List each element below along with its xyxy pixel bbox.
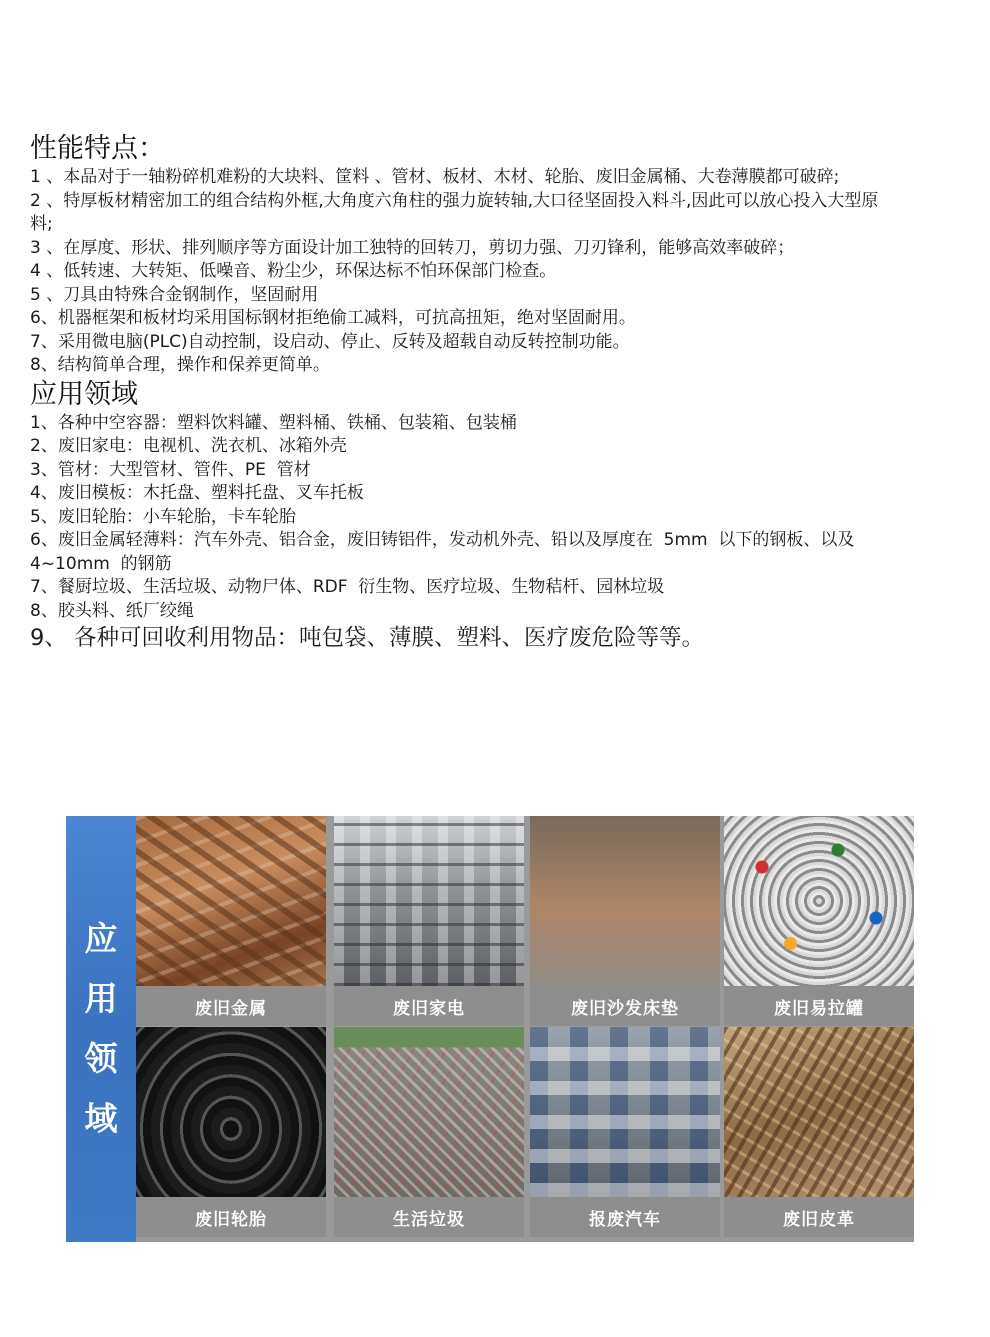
feature-item: 8、结构简单合理，操作和保养更简单。	[30, 355, 330, 375]
side-char: 领	[84, 1039, 118, 1078]
feature-item: 1 、本品对于一轴粉碎机难粉的大块料、筐料 、管材、板材、木材、轮胎、废旧金属桶、大卷薄膜都可破碎;	[30, 167, 840, 187]
tile-caption: 废旧皮革	[724, 1197, 914, 1237]
application-item: 7、餐厨垃圾、生活垃圾、动物尸体、RDF 衍生物、医疗垃圾、生物秸杆、园林垃圾	[30, 577, 665, 597]
tile-caption: 废旧金属	[136, 986, 326, 1026]
feature-item: 3 、在厚度、形状、排列顺序等方面设计加工独特的回转刀，剪切力强、刀刃锋利，能够高效率破碎；	[30, 237, 795, 258]
application-item: 5、废旧轮胎：小车轮胎，卡车轮胎	[30, 506, 296, 527]
document-body	[30, 132, 890, 653]
tile-caption: 废旧家电	[334, 986, 524, 1026]
application-item: 8、胶头料、纸厂绞绳	[30, 600, 194, 621]
tile-caption: 生活垃圾	[334, 1197, 524, 1237]
appliances-photo	[334, 816, 524, 986]
garbage-photo	[334, 1027, 524, 1197]
tile-caption: 废旧沙发床垫	[530, 986, 720, 1026]
cans-photo	[724, 816, 914, 986]
leather-photo	[724, 1027, 914, 1197]
gallery-side-title	[66, 816, 136, 1242]
application-item: 4、废旧模板：木托盘、塑料托盘、叉车托板	[30, 483, 364, 503]
feature-item: 5 、刀具由特殊合金钢制作，坚固耐用	[30, 284, 319, 305]
application-gallery	[66, 816, 914, 1242]
feature-item: 7、采用微电脑(PLC)自动控制，设启动、停止、反转及超载自动反转控制功能。	[30, 331, 630, 352]
feature-item: 2 、特厚板材精密加工的组合结构外框,大角度六角柱的强力旋转轴,大口径坚固投入料斗,因此可以放心投入大型原料;	[30, 190, 879, 234]
features-heading: 性能特点：	[30, 133, 165, 164]
tile-caption: 废旧易拉罐	[724, 986, 914, 1026]
scrap-metal-photo	[136, 816, 326, 986]
tires-photo	[136, 1027, 326, 1197]
side-char: 应	[84, 919, 118, 958]
side-char: 域	[84, 1099, 118, 1138]
application-item: 3、管材：大型管材、管件、PE 管材	[30, 459, 311, 480]
application-item-large: 9、 各种可回收利用物品：吨包袋、薄膜、塑料、医疗废危险等等。	[30, 625, 704, 651]
tile-caption: 废旧轮胎	[136, 1197, 326, 1237]
application-item: 2、废旧家电：电视机、洗衣机、冰箱外壳	[30, 436, 347, 456]
application-item: 6、废旧金属轻薄料：汽车外壳、铝合金，废旧铸铝件，发动机外壳、铅以及厚度在 5mm 以下的钢板、以及 4~10mm 的钢筋	[30, 530, 866, 574]
application-item: 1、各种中空容器：塑料饮料罐、塑料桶、铁桶、包装箱、包装桶	[30, 412, 517, 433]
feature-item: 6、机器框架和板材均采用国标钢材拒绝偷工减料，可抗高扭矩，绝对坚固耐用。	[30, 308, 636, 328]
applications-heading: 应用领域	[30, 378, 138, 410]
sofa-mattress-photo	[530, 816, 720, 986]
tile-caption: 报废汽车	[530, 1197, 720, 1237]
scrap-cars-photo	[530, 1027, 720, 1197]
side-char: 用	[84, 979, 118, 1018]
feature-item: 4 、低转速、大转矩、低噪音、粉尘少，环保达标不怕环保部门检查。	[30, 261, 557, 281]
